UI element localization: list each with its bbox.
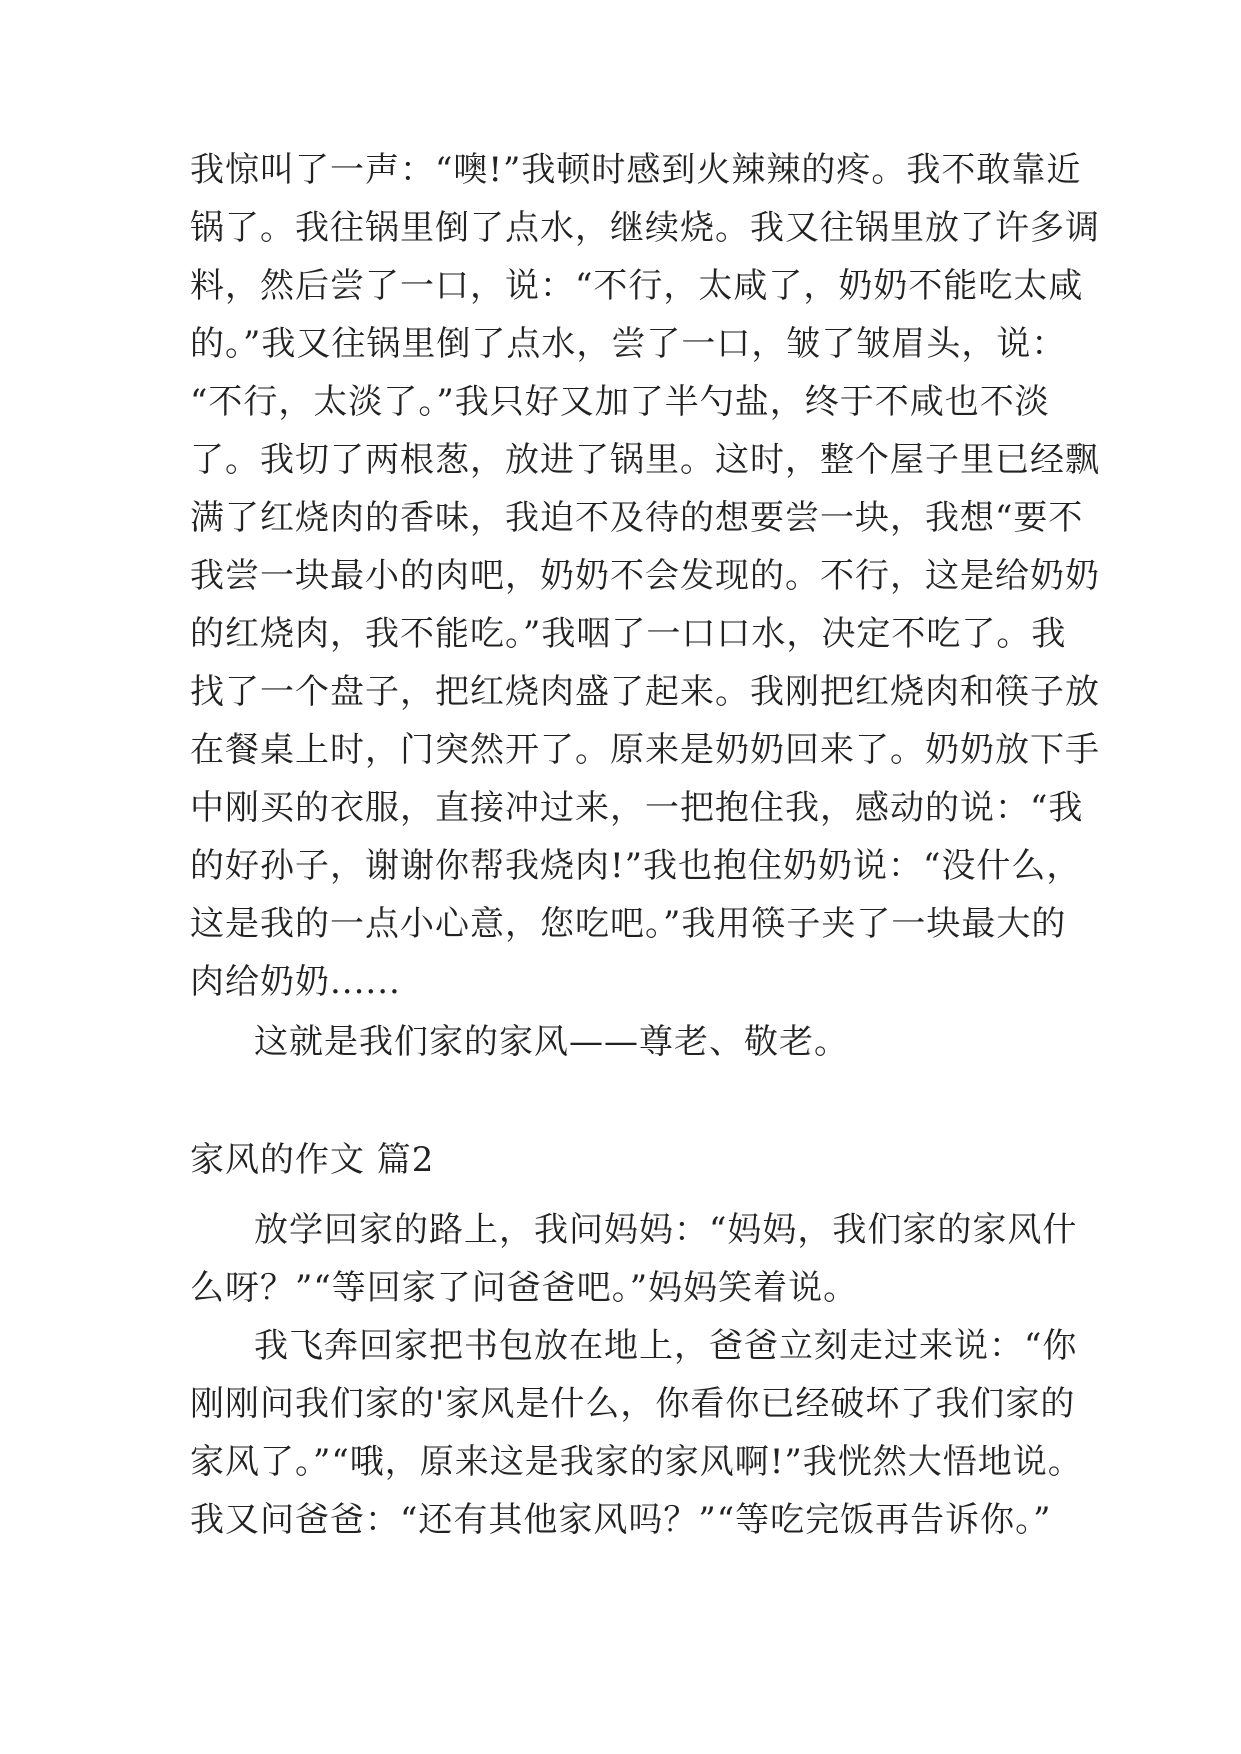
text-line: 中刚买的衣服，直接冲过来，一把抱住我，感动的说：“我 [190, 788, 1084, 828]
text-line: 家风了。”“哦，原来这是我家的家风啊!”我恍然大悟地说。 [190, 1442, 1083, 1482]
text-line: 锅了。我往锅里倒了点水，继续烧。我又往锅里放了许多调 [190, 208, 1100, 248]
text-line: 在餐桌上时，门突然开了。原来是奶奶回来了。奶奶放下手 [190, 730, 1100, 770]
text-line: 我又问爸爸：“还有其他家风吗？”“等吃完饭再告诉你。” [190, 1500, 1052, 1540]
text-line: 我飞奔回家把书包放在地上，爸爸立刻走过来说：“你 [254, 1326, 1078, 1366]
section-heading: 家风的作文 篇2 [190, 1140, 435, 1180]
text-line: 这就是我们家的家风——尊老、敬老。 [254, 1022, 849, 1062]
text-line: 料，然后尝了一口，说：“不行，太咸了，奶奶不能吃太咸 [190, 266, 1084, 306]
text-line: 满了红烧肉的香味，我迫不及待的想要尝一块，我想“要不 [190, 498, 1084, 538]
text-line: 了。我切了两根葱，放进了锅里。这时，整个屋子里已经飘 [190, 440, 1100, 480]
text-line: 我惊叫了一声：“噢!”我顿时感到火辣辣的疼。我不敢靠近 [190, 150, 1082, 190]
text-line: 么呀？”“等回家了问爸爸吧。”妈妈笑着说。 [190, 1268, 859, 1308]
text-line: 的好孙子，谢谢你帮我烧肉!”我也抱住奶奶说：“没什么， [190, 846, 1082, 886]
text-line: 肉给奶奶...... [190, 962, 401, 1002]
text-line: 我尝一块最小的肉吧，奶奶不会发现的。不行，这是给奶奶 [190, 556, 1100, 596]
text-line: “不行，太淡了。”我只好又加了半勺盐，终于不咸也不淡 [190, 382, 1050, 422]
text-line: 刚刚问我们家的'家风是什么，你看你已经破坏了我们家的 [190, 1384, 1076, 1424]
text-line: 这是我的一点小心意，您吃吧。”我用筷子夹了一块最大的 [190, 904, 1067, 944]
text-line: 放学回家的路上，我问妈妈：“妈妈，我们家的家风什 [254, 1210, 1078, 1250]
text-line: 找了一个盘子，把红烧肉盛了起来。我刚把红烧肉和筷子放 [190, 672, 1100, 712]
text-line: 的红烧肉，我不能吃。”我咽了一口口水，决定不吃了。我 [190, 614, 1067, 654]
text-line: 的。”我又往锅里倒了点水，尝了一口，皱了皱眉头，说： [190, 324, 1067, 364]
